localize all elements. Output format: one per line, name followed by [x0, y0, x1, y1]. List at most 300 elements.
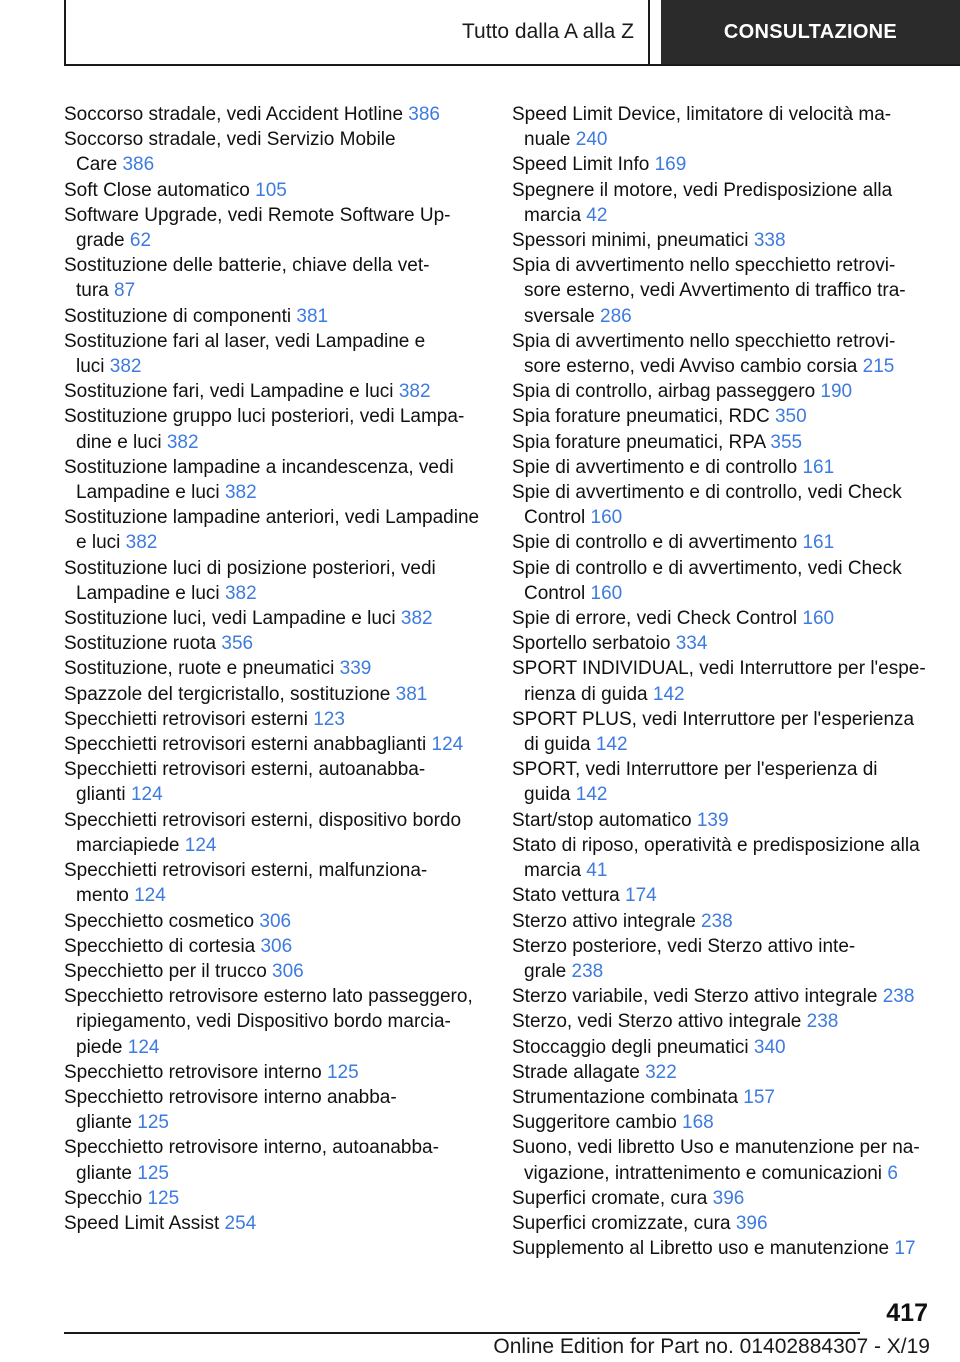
index-entry [512, 883, 932, 908]
footer-rule [64, 1332, 860, 1334]
page-reference-link[interactable]: 6 [887, 1162, 898, 1184]
page-reference-link[interactable]: 124 [431, 734, 464, 756]
page-reference-link[interactable]: 396 [712, 1187, 745, 1209]
index-entry-text: Sostituzione lampadine anteriori, vedi Lampadine [64, 507, 480, 529]
index-entry-line [64, 581, 484, 606]
page-reference-link[interactable]: 124 [130, 784, 163, 806]
index-entry-text: Spie di errore, vedi Check Control [512, 608, 798, 630]
index-entry-line [512, 253, 932, 278]
index-entry-text: ripiegamento, vedi Dispositivo bordo marcia- [76, 1011, 451, 1033]
index-entry-text: Spazzole del tergicristallo, sostituzione [64, 683, 391, 705]
index-entry [512, 253, 932, 329]
index-entry-line [512, 178, 932, 203]
index-entry-line [64, 656, 484, 681]
index-entry-text: Spia di avvertimento nello specchietto retrovi- [512, 255, 896, 277]
page-reference-link[interactable]: 42 [586, 204, 608, 226]
chapter-title: Tutto dalla A alla Z [462, 20, 634, 43]
index-entry-text: Specchietti retrovisori esterni, autoanabba- [64, 759, 426, 781]
index-entry-text: Sostituzione luci, vedi Lampadine e luci [64, 608, 396, 630]
index-entry-line [64, 152, 484, 177]
index-entry-line [64, 909, 484, 934]
index-entry [64, 505, 484, 555]
index-entry-text: di guida [524, 734, 591, 756]
index-entry-text: Specchietto retrovisore interno [64, 1061, 322, 1083]
index-entry-line [512, 505, 932, 530]
index-entry-line [512, 984, 932, 1009]
index-entry-line [512, 656, 932, 681]
index-entry [512, 228, 932, 253]
index-entry [512, 707, 932, 757]
index-entry [512, 833, 932, 883]
index-entry-text: gliante [76, 1162, 132, 1184]
index-entry [64, 178, 484, 203]
index-entry-text: Sostituzione ruota [64, 633, 217, 655]
page-reference-link[interactable]: 124 [184, 834, 217, 856]
page-reference-link[interactable]: 238 [701, 910, 733, 932]
index-entry-line [512, 1236, 932, 1261]
index-entry-text: Lampadine e luci [76, 482, 220, 504]
index-entry [512, 909, 932, 934]
page-reference-link[interactable]: 215 [862, 356, 895, 378]
page-reference-link[interactable]: 240 [575, 129, 608, 151]
index-entry-line [64, 1211, 484, 1236]
page-reference-link[interactable]: 125 [326, 1061, 359, 1083]
index-entry-text: Strade allagate [512, 1061, 640, 1083]
index-entry [64, 1211, 484, 1236]
page-reference-link[interactable]: 350 [774, 406, 807, 428]
index-entry [512, 530, 932, 555]
page-reference-link[interactable]: 142 [652, 683, 685, 705]
index-entry [64, 404, 484, 454]
index-entry-line [64, 278, 484, 303]
header-divider [648, 0, 650, 66]
index-entry-line [64, 833, 484, 858]
page-reference-link[interactable]: 160 [590, 582, 623, 604]
index-entry-text: Superfici cromate, cura [512, 1187, 708, 1209]
page-number: 417 [886, 1299, 928, 1327]
index-entry [64, 1085, 484, 1135]
index-entry-text: Specchietto retrovisore interno, autoanabba- [64, 1137, 439, 1159]
index-entry-text: sversale [524, 305, 595, 327]
index-entry-line [64, 606, 484, 631]
index-entry-line [64, 1009, 484, 1034]
page-reference-link[interactable]: 254 [224, 1212, 257, 1234]
page-reference-link[interactable]: 161 [802, 456, 835, 478]
index-entry-line [512, 1135, 932, 1160]
index-entry-line [512, 404, 932, 429]
index-entry [512, 1110, 932, 1135]
index-entry-text: Sterzo attivo integrale [512, 910, 696, 932]
index-entry [512, 1035, 932, 1060]
index-entry-line [512, 127, 932, 152]
index-entry [64, 959, 484, 984]
index-entry-text: e luci [76, 532, 121, 554]
index-entry-text: Specchietti retrovisori esterni, dispositivo bordo [64, 809, 462, 831]
index-entry-line [64, 808, 484, 833]
index-entry [512, 178, 932, 228]
index-entry-text: sore esterno, vedi Avvertimento di traffico tra- [524, 280, 906, 302]
index-entry-text: Speed Limit Info [512, 154, 650, 176]
index-entry-line [512, 152, 932, 177]
index-entry-line [64, 682, 484, 707]
page-reference-link[interactable]: 339 [339, 658, 372, 680]
index-entry-line [64, 404, 484, 429]
index-entry [64, 858, 484, 908]
index-entry-text: Start/stop automatico [512, 809, 692, 831]
index-entry-text: nuale [524, 129, 571, 151]
page-reference-link[interactable]: 41 [586, 860, 608, 882]
index-entry-line [512, 1060, 932, 1085]
index-entry-line [512, 556, 932, 581]
index-entry-line [512, 782, 932, 807]
index-entry-text: Sostituzione fari, vedi Lampadine e luci [64, 381, 394, 403]
index-entry-text: Sterzo posteriore, vedi Sterzo attivo inte- [512, 935, 856, 957]
index-entry-line [64, 631, 484, 656]
index-entry-line [512, 1035, 932, 1060]
index-entry-line [512, 909, 932, 934]
index-entry [64, 127, 484, 177]
index-entry [64, 304, 484, 329]
index-entry-line [64, 102, 484, 127]
index-entry [512, 934, 932, 984]
index-entry-text: Specchietto di cortesia [64, 935, 256, 957]
index-entry-line [64, 732, 484, 757]
index-column-right [512, 102, 932, 1261]
page-reference-link[interactable]: 382 [166, 431, 199, 453]
index-entry [64, 203, 484, 253]
index-entry [64, 606, 484, 631]
index-entry-line [64, 1161, 484, 1186]
index-entry [64, 1186, 484, 1211]
page-reference-link[interactable]: 160 [590, 507, 623, 529]
index-entry-text: Software Upgrade, vedi Remote Software Up- [64, 204, 451, 226]
page-reference-link[interactable]: 382 [125, 532, 158, 554]
page-reference-link[interactable]: 338 [753, 230, 786, 252]
index-entry-text: SPORT INDIVIDUAL, vedi Interruttore per l'espe- [512, 658, 926, 680]
index-entry-text: Stato di riposo, operatività e predisposizione alla [512, 834, 920, 856]
page-reference-link[interactable]: 17 [894, 1238, 916, 1260]
page-reference-link[interactable]: 382 [224, 482, 257, 504]
index-entry-line [512, 228, 932, 253]
index-entry-line [64, 354, 484, 379]
page-reference-link[interactable]: 306 [272, 960, 304, 982]
index-entry-line [512, 606, 932, 631]
page-reference-link[interactable]: 62 [129, 230, 152, 252]
index-entry-text: marciapiede [76, 834, 180, 856]
index-entry-text: Soft Close automatico [64, 179, 250, 201]
index-entry-line [512, 1085, 932, 1110]
index-entry-line [64, 1135, 484, 1160]
index-entry [512, 102, 932, 152]
index-entry-text: glianti [76, 784, 126, 806]
page-reference-link[interactable]: 340 [753, 1036, 786, 1058]
index-entry-line [64, 782, 484, 807]
index-entry-text: rienza di guida [524, 683, 648, 705]
index-entry-text: dine e luci [76, 431, 162, 453]
index-entry-text: SPORT, vedi Interruttore per l'esperienza di [512, 759, 878, 781]
index-entry [64, 631, 484, 656]
page-reference-link[interactable]: 396 [735, 1212, 768, 1234]
index-entry-line [64, 883, 484, 908]
index-entry-text: Spia forature pneumatici, RPA [512, 431, 766, 453]
index-entry-text: Spia di avvertimento nello specchietto retrovi- [512, 330, 896, 352]
page-reference-link[interactable]: 157 [743, 1086, 775, 1108]
page-reference-link[interactable]: 124 [134, 885, 166, 907]
index-entry-line [64, 707, 484, 732]
index-entry [64, 808, 484, 858]
index-entry-text: Sterzo, vedi Sterzo attivo integrale [512, 1011, 802, 1033]
index-entry-text: Sportello serbatoio [512, 633, 671, 655]
page-reference-link[interactable]: 286 [600, 305, 632, 327]
index-entry-text: Care [76, 154, 118, 176]
index-entry-text: Sostituzione lampadine a incandescenza, vedi [64, 456, 454, 478]
index-entry-text: grale [524, 960, 567, 982]
index-entry-line [64, 959, 484, 984]
index-entry [512, 379, 932, 404]
index-entry [512, 757, 932, 807]
index-entry-line [512, 631, 932, 656]
index-entry-text: Speed Limit Assist [64, 1212, 220, 1234]
index-entry-line [512, 682, 932, 707]
page-reference-link[interactable]: 238 [882, 986, 915, 1008]
index-entry-text: Control [524, 507, 586, 529]
index-entry-text: Control [524, 582, 586, 604]
page-reference-link[interactable]: 381 [296, 305, 329, 327]
index-entry-line [512, 757, 932, 782]
index-entry-line [512, 1161, 932, 1186]
index-entry-text: Sostituzione luci di posizione posteriori, vedi [64, 557, 436, 579]
page-reference-link[interactable]: 125 [147, 1187, 180, 1209]
index-entry-line [512, 707, 932, 732]
index-entry [512, 1060, 932, 1085]
index-entry [512, 1236, 932, 1261]
index-entry [64, 1060, 484, 1085]
index-entry-text: guida [524, 784, 571, 806]
page-reference-link[interactable]: 124 [127, 1036, 160, 1058]
index-entry-text: mento [76, 885, 129, 907]
index-entry-text: Spie di avvertimento e di controllo, vedi Check [512, 482, 902, 504]
page-reference-link[interactable]: 190 [820, 381, 853, 403]
index-entry [64, 909, 484, 934]
index-entry-line [64, 228, 484, 253]
index-entry-line [512, 858, 932, 883]
index-entry-text: Sostituzione fari al laser, vedi Lampadine e [64, 330, 426, 352]
index-entry-line [512, 203, 932, 228]
index-entry-text: vigazione, intrattenimento e comunicazioni [524, 1162, 883, 1184]
index-entry-line [512, 278, 932, 303]
index-entry-line [512, 1110, 932, 1135]
index-entry-line [512, 530, 932, 555]
index-entry [512, 480, 932, 530]
index-entry-text: Sterzo variabile, vedi Sterzo attivo integrale [512, 986, 878, 1008]
page-reference-link[interactable]: 161 [802, 532, 835, 554]
index-entry-line [64, 505, 484, 530]
index-entry-text: Sostituzione gruppo luci posteriori, vedi Lampa- [64, 406, 465, 428]
page-reference-link[interactable]: 123 [313, 708, 345, 730]
index-entry [512, 1186, 932, 1211]
index-entry-text: Specchietto per il trucco [64, 960, 267, 982]
index-entry-line [64, 984, 484, 1009]
section-title: CONSULTAZIONE [661, 0, 960, 64]
page-reference-link[interactable]: 382 [109, 356, 142, 378]
index-entry-line [64, 430, 484, 455]
page-reference-link[interactable]: 355 [770, 431, 803, 453]
page-reference-link[interactable]: 238 [806, 1011, 839, 1033]
index-entry-line [64, 556, 484, 581]
index-entry-text: Superfici cromizzate, cura [512, 1212, 731, 1234]
page-reference-link[interactable]: 322 [645, 1061, 677, 1083]
index-entry-text: Spie di avvertimento e di controllo [512, 456, 798, 478]
index-entry-line [512, 808, 932, 833]
index-entry [512, 1009, 932, 1034]
index-entry-text: gliante [76, 1112, 132, 1134]
footer-edition-text: Online Edition for Part no. 01402884307 - X/19 [493, 1335, 930, 1358]
page-reference-link[interactable]: 238 [571, 960, 604, 982]
page-reference-link[interactable]: 382 [224, 582, 257, 604]
index-entry [512, 808, 932, 833]
index-entry-line [64, 304, 484, 329]
page-reference-link[interactable]: 306 [260, 935, 293, 957]
page-reference-link[interactable]: 168 [682, 1112, 714, 1134]
index-entry-line [512, 304, 932, 329]
index-entry-text: Specchio [64, 1187, 143, 1209]
index-entry-line [512, 833, 932, 858]
page-reference-link[interactable]: 87 [114, 280, 136, 302]
index-entry [512, 556, 932, 606]
page-reference-link[interactable]: 381 [395, 683, 428, 705]
index-entry-text: Soccorso stradale, vedi Accident Hotline [64, 104, 404, 125]
index-entry-text: Speed Limit Device, limitatore di velocità ma- [512, 104, 892, 125]
page-reference-link[interactable]: 125 [137, 1112, 169, 1134]
index-entry-text: Spessori minimi, pneumatici [512, 230, 749, 252]
index-entry [64, 757, 484, 807]
index-entry-text: Stato vettura [512, 885, 620, 907]
index-entry-text: Lampadine e luci [76, 582, 220, 604]
index-entry-text: marcia [524, 860, 582, 882]
index-entry-line [64, 1085, 484, 1110]
index-entry-text: sore esterno, vedi Avviso cambio corsia [524, 356, 858, 378]
index-entry [64, 934, 484, 959]
index-entry-line [512, 959, 932, 984]
index-entry-text: Supplemento al Libretto uso e manutenzione [512, 1238, 890, 1260]
page-reference-link[interactable]: 139 [696, 809, 729, 831]
index-entry [64, 455, 484, 505]
index-entry-text: tura [76, 280, 109, 302]
page-reference-link[interactable]: 334 [675, 633, 708, 655]
index-entry-line [64, 1035, 484, 1060]
page-reference-link[interactable]: 382 [400, 608, 433, 630]
index-entry-line [512, 455, 932, 480]
index-entry-line [64, 1186, 484, 1211]
header-rule [64, 64, 960, 66]
index-entry [64, 656, 484, 681]
index-entry-line [512, 430, 932, 455]
index-entry-line [512, 480, 932, 505]
index-entry [512, 1211, 932, 1236]
index-entry-line [64, 757, 484, 782]
index-entry-line [512, 934, 932, 959]
index-entry-line [512, 1009, 932, 1034]
page-reference-link[interactable]: 386 [122, 154, 155, 176]
index-entry-text: Specchietti retrovisori esterni [64, 708, 308, 730]
index-entry-line [64, 530, 484, 555]
page-reference-link[interactable]: 142 [595, 734, 628, 756]
index-entry-line [512, 329, 932, 354]
index-entry-line [512, 1211, 932, 1236]
index-entry-text: Stoccaggio degli pneumatici [512, 1036, 749, 1058]
index-entry-line [64, 253, 484, 278]
index-entry-text: SPORT PLUS, vedi Interruttore per l'esperienza [512, 708, 915, 730]
index-entry-line [512, 581, 932, 606]
page-reference-link[interactable]: 382 [398, 381, 431, 403]
index-entry [512, 152, 932, 177]
index-entry-line [512, 354, 932, 379]
index-entry [64, 253, 484, 303]
index-entry-line [512, 1186, 932, 1211]
index-column-left [64, 102, 484, 1236]
page-reference-link[interactable]: 142 [575, 784, 608, 806]
index-entry [64, 379, 484, 404]
index-entry-line [64, 178, 484, 203]
index-entry-line [512, 732, 932, 757]
page-reference-link[interactable]: 160 [802, 608, 835, 630]
index-entry [64, 707, 484, 732]
index-entry-line [512, 883, 932, 908]
index-entry-text: Sostituzione, ruote e pneumatici [64, 658, 335, 680]
index-entry-text: marcia [524, 204, 582, 226]
page-reference-link[interactable]: 386 [408, 104, 440, 125]
index-entry-line [64, 1110, 484, 1135]
page-reference-link[interactable]: 306 [259, 910, 292, 932]
index-entry-text: Specchietto retrovisore esterno lato passeggero, [64, 986, 473, 1008]
index-entry [512, 656, 932, 706]
index-entry-text: Specchietti retrovisori esterni, malfunziona- [64, 860, 428, 882]
index-entry-text: Sostituzione di componenti [64, 305, 292, 327]
index-entry-text: Strumentazione combinata [512, 1086, 739, 1108]
index-entry [64, 984, 484, 1060]
index-entry-text: Spegnere il motore, vedi Predisposizione alla [512, 179, 893, 201]
index-entry [512, 455, 932, 480]
index-entry-text: Spie di controllo e di avvertimento, vedi Check [512, 557, 902, 579]
index-entry-text: Suono, vedi libretto Uso e manutenzione per na- [512, 1137, 920, 1159]
page-reference-link[interactable]: 356 [221, 633, 254, 655]
page-reference-link[interactable]: 169 [654, 154, 687, 176]
index-entry-line [64, 1060, 484, 1085]
page-reference-link[interactable]: 125 [137, 1162, 169, 1184]
index-entry-line [512, 379, 932, 404]
index-entry [64, 329, 484, 379]
index-entry-text: Sostituzione delle batterie, chiave della vet- [64, 255, 430, 277]
index-entry-line [64, 455, 484, 480]
index-entry-line [64, 480, 484, 505]
index-entry-text: Soccorso stradale, vedi Servizio Mobile [64, 129, 396, 151]
index-entry-text: Specchietto cosmetico [64, 910, 255, 932]
index-entry [512, 404, 932, 429]
index-entry-text: Specchietto retrovisore interno anabba- [64, 1086, 397, 1108]
index-entry-line [64, 203, 484, 228]
page-reference-link[interactable]: 174 [625, 885, 657, 907]
index-entry-text: grade [76, 230, 125, 252]
index-entry-line [64, 858, 484, 883]
index-entry [64, 102, 484, 127]
page-reference-link[interactable]: 105 [255, 179, 287, 201]
index-entry-text: Suggeritore cambio [512, 1112, 677, 1134]
index-entry [64, 682, 484, 707]
index-entry-line [64, 379, 484, 404]
index-entry [512, 984, 932, 1009]
index-entry-text: luci [76, 356, 105, 378]
index-entry-line [64, 127, 484, 152]
